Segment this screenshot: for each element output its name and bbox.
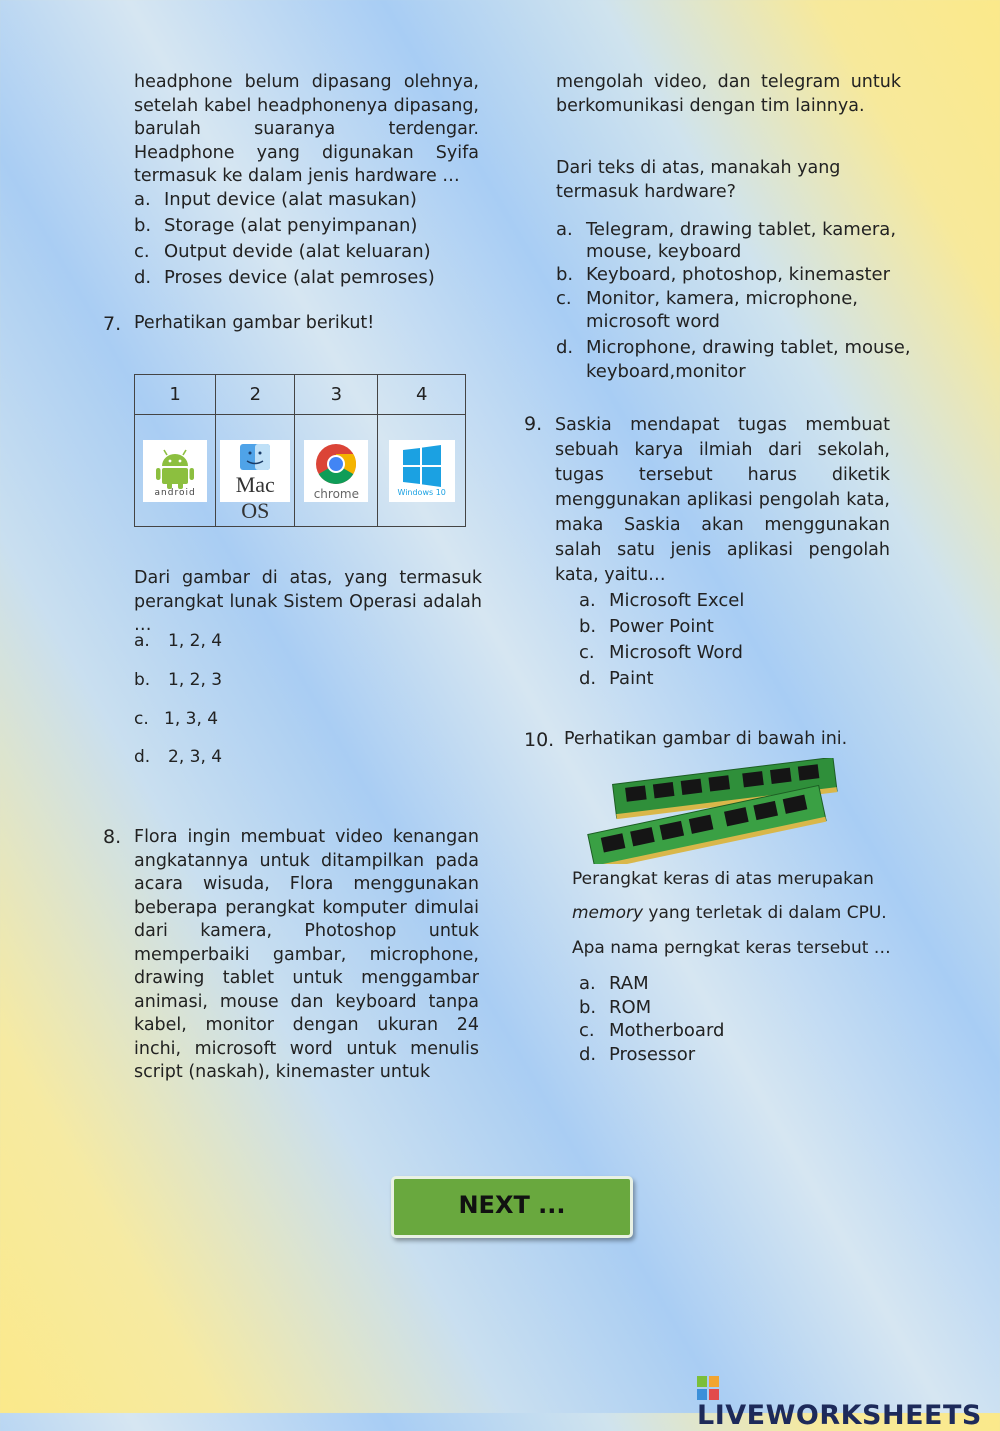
liveworksheets-logo-icon xyxy=(697,1376,719,1400)
q9-option-a[interactable]: a. Microsoft Excel xyxy=(579,590,745,611)
q7-header-4: 4 xyxy=(378,375,466,415)
q10-line2-rest: yang terletak di dalam CPU. xyxy=(643,903,887,923)
q6-option-a[interactable]: a. Input device (alat masukan) xyxy=(134,189,417,210)
windows-logo: Windows 10 xyxy=(389,440,455,502)
q6-option-c[interactable]: c. Output devide (alat keluaran) xyxy=(134,241,431,262)
q7-option-c[interactable]: c. 1, 3, 4 xyxy=(134,709,219,729)
q9-stem: Saskia mendapat tugas membuat sebuah karya ilmiah dari sekolah, tugas tersebut harus diketik menggunakan aplikasi pengolah kata, maka Saskia akan menggunakan salah satu jenis aplikasi pengolah kata, yaitu… xyxy=(555,415,890,585)
q10-line2 xyxy=(572,903,887,923)
q7-cell-1 xyxy=(135,415,216,527)
q7-option-d[interactable]: d. 2, 3, 4 xyxy=(134,747,223,767)
chrome-logo: chrome xyxy=(304,440,368,502)
q10-option-c[interactable]: c. Motherboard xyxy=(579,1020,725,1041)
q10-question: Apa nama perngkat keras tersebut … xyxy=(572,938,891,958)
liveworksheets-brand xyxy=(697,1376,1000,1431)
q8-option-d[interactable]: d. Microphone, drawing tablet, mouse, xyxy=(556,337,911,358)
q7-option-b[interactable]: b. 1, 2, 3 xyxy=(134,670,223,690)
q7-header-1: 1 xyxy=(135,375,216,415)
q6-option-b[interactable]: b. Storage (alat penyimpanan) xyxy=(134,215,418,236)
mac-os-logo: Mac OS xyxy=(220,440,290,502)
q6-options xyxy=(134,187,435,291)
q8-options xyxy=(556,219,911,383)
q8-stem-continued: mengolah video, dan telegram untuk berkomunikasi dengan tim lainnya. xyxy=(556,72,901,116)
q7-question: Dari gambar di atas, yang termasuk perangkat lunak Sistem Operasi adalah … xyxy=(134,568,482,635)
q7-number: 7. xyxy=(103,313,122,335)
q8-question: Dari teks di atas, manakah yang termasuk hardware? xyxy=(556,158,841,202)
q10-line1: Perangkat keras di atas merupakan xyxy=(572,869,874,889)
q10-prompt: Perhatikan gambar di bawah ini. xyxy=(564,729,848,749)
q10-option-d[interactable]: d. Prosessor xyxy=(579,1043,696,1065)
q10-options xyxy=(579,972,724,1066)
q8-option-a-line2: mouse, keyboard xyxy=(586,241,742,262)
q9-option-b[interactable]: b. Power Point xyxy=(579,616,714,637)
q8-option-a[interactable]: a. Telegram, drawing tablet, kamera, xyxy=(556,219,897,240)
q9-options xyxy=(579,588,744,692)
android-logo: android xyxy=(143,440,207,502)
q7-option-a[interactable]: a. 1, 2, 4 xyxy=(134,631,223,651)
q8-option-c[interactable]: c. Monitor, kamera, microphone, xyxy=(556,288,858,309)
q7-cell-2 xyxy=(216,415,295,527)
q7-cell-3 xyxy=(295,415,378,527)
q10-option-b[interactable]: b. ROM xyxy=(579,996,652,1018)
q10-option-a[interactable]: a. RAM xyxy=(579,973,649,994)
q7-header-2: 2 xyxy=(216,375,295,415)
q8-option-d-line2: keyboard,monitor xyxy=(586,361,746,382)
q6-option-d[interactable]: d. Proses device (alat pemroses) xyxy=(134,267,435,288)
q7-prompt: Perhatikan gambar berikut! xyxy=(134,313,375,333)
q7-cell-4 xyxy=(378,415,466,527)
q9-number: 9. xyxy=(524,413,543,435)
q9-option-c[interactable]: c. Microsoft Word xyxy=(579,642,743,663)
q7-logo-table xyxy=(134,374,466,527)
q7-header-3: 3 xyxy=(295,375,378,415)
q10-number: 10. xyxy=(524,729,555,751)
ram-modules-image xyxy=(585,758,843,864)
q6-stem: headphone belum dipasang olehnya, setelah kabel headphonenya dipasang, barulah suaranya terdengar. Headphone yang digunakan Syifa termasuk ke dalam jenis hardware … xyxy=(134,72,479,186)
next-button[interactable]: NEXT ... xyxy=(391,1176,633,1238)
liveworksheets-brand-text: LIVEWORKSHEETS xyxy=(697,1400,982,1431)
q8-stem: Flora ingin membuat video kenangan angkatannya untuk ditampilkan pada acara wisuda, Flora menggunakan beberapa perangkat komputer dimulai dari kamera, Photoshop untuk memperbaiki gambar, microphone, drawing tablet untuk menggambar animasi, mouse dan keyboard tanpa kabel, monitor dengan ukuran 24 inchi, microsoft word untuk menulis script (naskah), kinemaster untuk xyxy=(134,827,479,1082)
q8-option-c-line2: microsoft word xyxy=(586,311,720,332)
q10-line2-em: memory xyxy=(572,903,644,923)
q8-number: 8. xyxy=(103,826,122,848)
q8-option-b[interactable]: b. Keyboard, photoshop, kinemaster xyxy=(556,264,891,285)
q9-option-d[interactable]: d. Paint xyxy=(579,668,654,689)
